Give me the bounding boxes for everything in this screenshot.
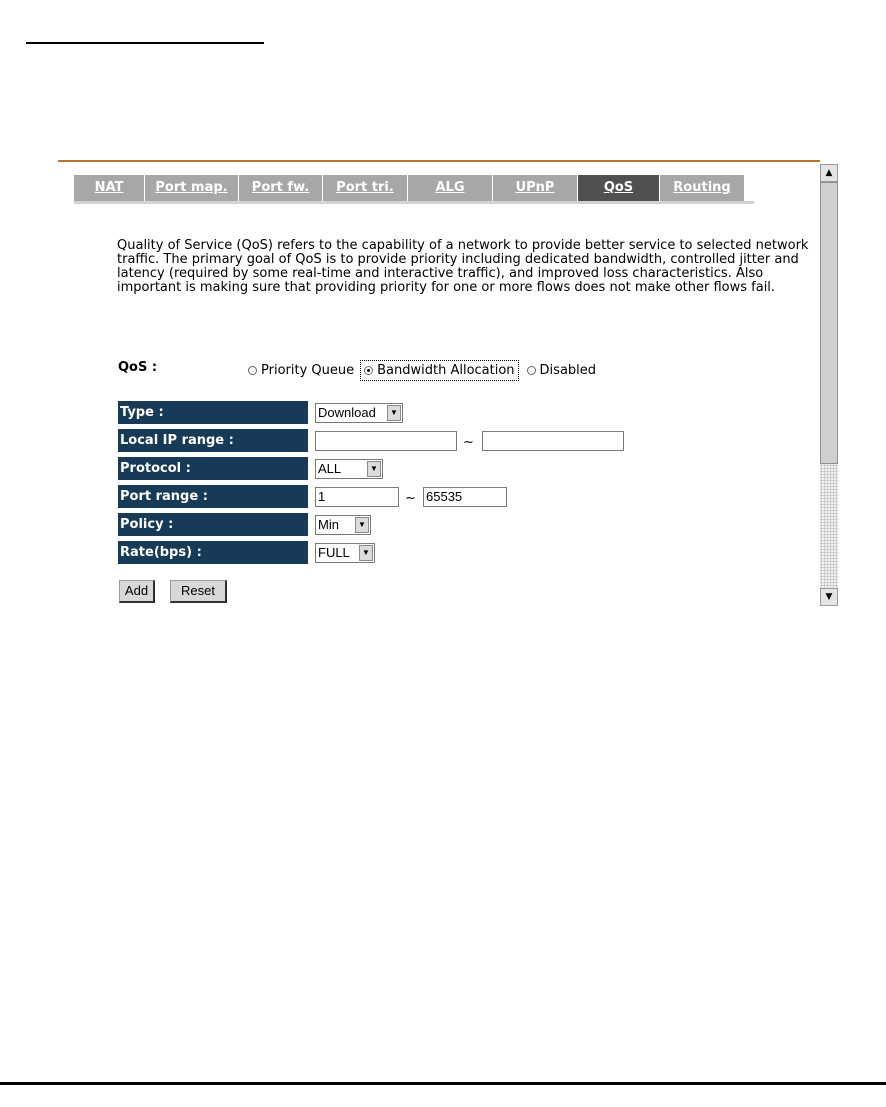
form-row-port-range [118, 485, 578, 509]
qos-description: Quality of Service (QoS) refers to the capability of a network to provide better service to selected network traffic. The primary goal of QoS is to provide priority including dedicated bandwidth, controlled jitter and latency (required by some real-time and interactive traffic), and improved loss characteristics. Also important is making sure that providing priority for one or more flows does not make other flows fail. [117, 238, 809, 295]
tab-port-tri[interactable]: Port tri. [323, 175, 408, 201]
tab-alg[interactable]: ALG [408, 175, 493, 201]
frame-top-line [58, 160, 820, 162]
rate-select-value: FULL [318, 545, 350, 560]
rate-select[interactable] [315, 543, 375, 563]
chevron-down-icon[interactable]: ▼ [367, 461, 381, 477]
range-separator: ~ [463, 435, 474, 450]
policy-label: Policy : [118, 513, 308, 536]
tab-bar [74, 175, 745, 201]
scrollbar-thumb[interactable] [820, 182, 838, 464]
radio-priority-queue[interactable] [248, 363, 354, 378]
local-ip-start-input[interactable] [315, 431, 457, 451]
tab-port-map[interactable]: Port map. [145, 175, 239, 201]
policy-select-value: Min [318, 517, 339, 532]
qos-mode-radio-group [248, 360, 604, 381]
protocol-label: Protocol : [118, 457, 308, 480]
radio-disabled-label: Disabled [539, 363, 597, 378]
chevron-down-icon[interactable]: ▼ [355, 517, 369, 533]
radio-bandwidth-allocation-label: Bandwidth Allocation [377, 363, 515, 378]
tab-upnp[interactable]: UPnP [493, 175, 578, 201]
tab-qos[interactable]: QoS [578, 175, 660, 201]
policy-select[interactable] [315, 515, 371, 535]
local-ip-end-input[interactable] [482, 431, 624, 451]
form-row-policy [118, 513, 418, 537]
tab-routing[interactable]: Routing [660, 175, 745, 201]
tab-port-fw[interactable]: Port fw. [239, 175, 323, 201]
radio-disabled[interactable] [527, 363, 596, 378]
port-start-input[interactable]: 1 [315, 487, 399, 507]
bottom-rule [0, 1082, 886, 1085]
rate-label: Rate(bps) : [118, 541, 308, 564]
qos-mode-label: QoS : [118, 360, 158, 375]
form-row-type [118, 401, 418, 425]
type-select-value: Download [318, 405, 376, 420]
type-label: Type : [118, 401, 308, 424]
local-ip-range-label: Local IP range : [118, 429, 308, 452]
reset-button[interactable]: Reset [170, 580, 227, 603]
form-row-rate [118, 541, 418, 565]
type-select[interactable] [315, 403, 403, 423]
range-separator: ~ [405, 491, 416, 506]
tab-underline [74, 201, 754, 204]
chevron-down-icon[interactable]: ▼ [387, 405, 401, 421]
radio-unchecked-icon[interactable] [527, 366, 536, 375]
router-settings-frame [58, 160, 840, 607]
radio-bandwidth-allocation[interactable] [360, 360, 518, 381]
radio-unchecked-icon[interactable] [248, 366, 257, 375]
chevron-down-icon[interactable]: ▼ [359, 545, 373, 561]
tab-nat[interactable]: NAT [74, 175, 145, 201]
form-row-protocol [118, 457, 418, 481]
port-end-input[interactable]: 65535 [423, 487, 507, 507]
radio-priority-queue-label: Priority Queue [261, 363, 355, 378]
arrow-down-icon[interactable]: ▼ [820, 588, 838, 606]
arrow-up-icon[interactable]: ▲ [820, 164, 838, 182]
protocol-select[interactable] [315, 459, 383, 479]
form-row-local-ip [118, 429, 698, 453]
vertical-scrollbar[interactable] [820, 164, 838, 606]
add-button[interactable]: Add [119, 580, 155, 603]
protocol-select-value: ALL [318, 461, 342, 476]
port-range-label: Port range : [118, 485, 308, 508]
radio-checked-icon[interactable] [364, 366, 373, 375]
top-rule [26, 42, 264, 44]
scrollbar-track[interactable] [820, 464, 838, 588]
